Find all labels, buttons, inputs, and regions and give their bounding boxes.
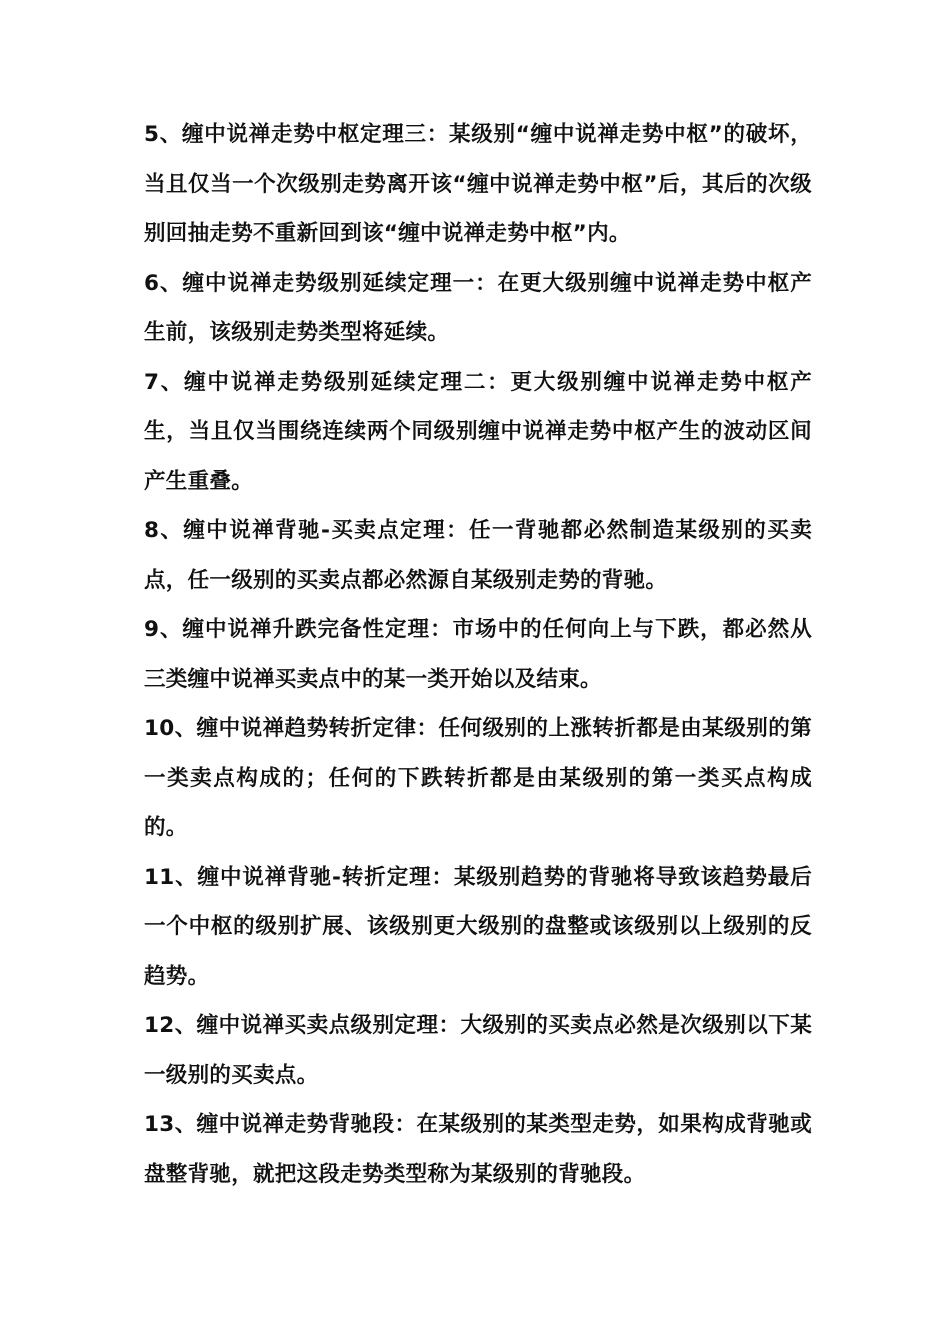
paragraph-theorem-5: 5、缠中说禅走势中枢定理三：某级别“缠中说禅走势中枢”的破坏，当且仅当一个次级别走势离开该“缠中说禅走势中枢”后，其后的次级别回抽走势不重新回到该“缠中说禅走势中枢”内。	[144, 122, 812, 246]
paragraph-theorem-10: 10、缠中说禅趋势转折定律：任何级别的上涨转折都是由某级别的第一类卖点构成的；任何的下跌转折都是由某级别的第一类买点构成的。	[144, 716, 812, 840]
paragraph-theorem-8: 8、缠中说禅背驰-买卖点定理：任一背驰都必然制造某级别的买卖点，任一级别的买卖点都必然源自某级别走势的背驰。	[144, 518, 812, 593]
paragraph-theorem-9: 9、缠中说禅升跌完备性定理：市场中的任何向上与下跌，都必然从三类缠中说禅买卖点中的某一类开始以及结束。	[144, 617, 812, 692]
paragraph-theorem-7: 7、缠中说禅走势级别延续定理二：更大级别缠中说禅走势中枢产生，当且仅当围绕连续两个同级别缠中说禅走势中枢产生的波动区间产生重叠。	[144, 369, 812, 494]
paragraph-theorem-11: 11、缠中说禅背驰-转折定理：某级别趋势的背驰将导致该趋势最后一个中枢的级别扩展、该级别更大级别的盘整或该级别以上级别的反趋势。	[144, 864, 812, 989]
document-body	[144, 110, 812, 1199]
paragraph-theorem-6: 6、缠中说禅走势级别延续定理一：在更大级别缠中说禅走势中枢产生前，该级别走势类型将延续。	[144, 270, 812, 345]
paragraph-theorem-13: 13、缠中说禅走势背驰段：在某级别的某类型走势，如果构成背驰或盘整背驰，就把这段走势类型称为某级别的背驰段。	[144, 1112, 812, 1187]
paragraph-theorem-12: 12、缠中说禅买卖点级别定理：大级别的买卖点必然是次级别以下某一级别的买卖点。	[144, 1013, 812, 1088]
